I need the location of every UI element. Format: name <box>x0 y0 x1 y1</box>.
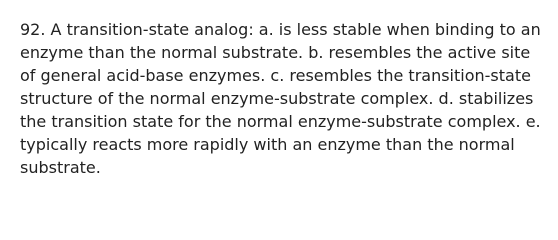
question-text: 92. A transition-state analog: a. is less stable when binding to an enzyme than the normal substrate. b. resembles the active site of general acid-base enzymes. c. resembles the transition-state structure of the normal enzyme-substrate complex. d. stabilizes the transition state for the normal enzyme-substrate complex. e. typically reacts more rapidly with an enzyme than the normal substrate. <box>20 20 541 177</box>
